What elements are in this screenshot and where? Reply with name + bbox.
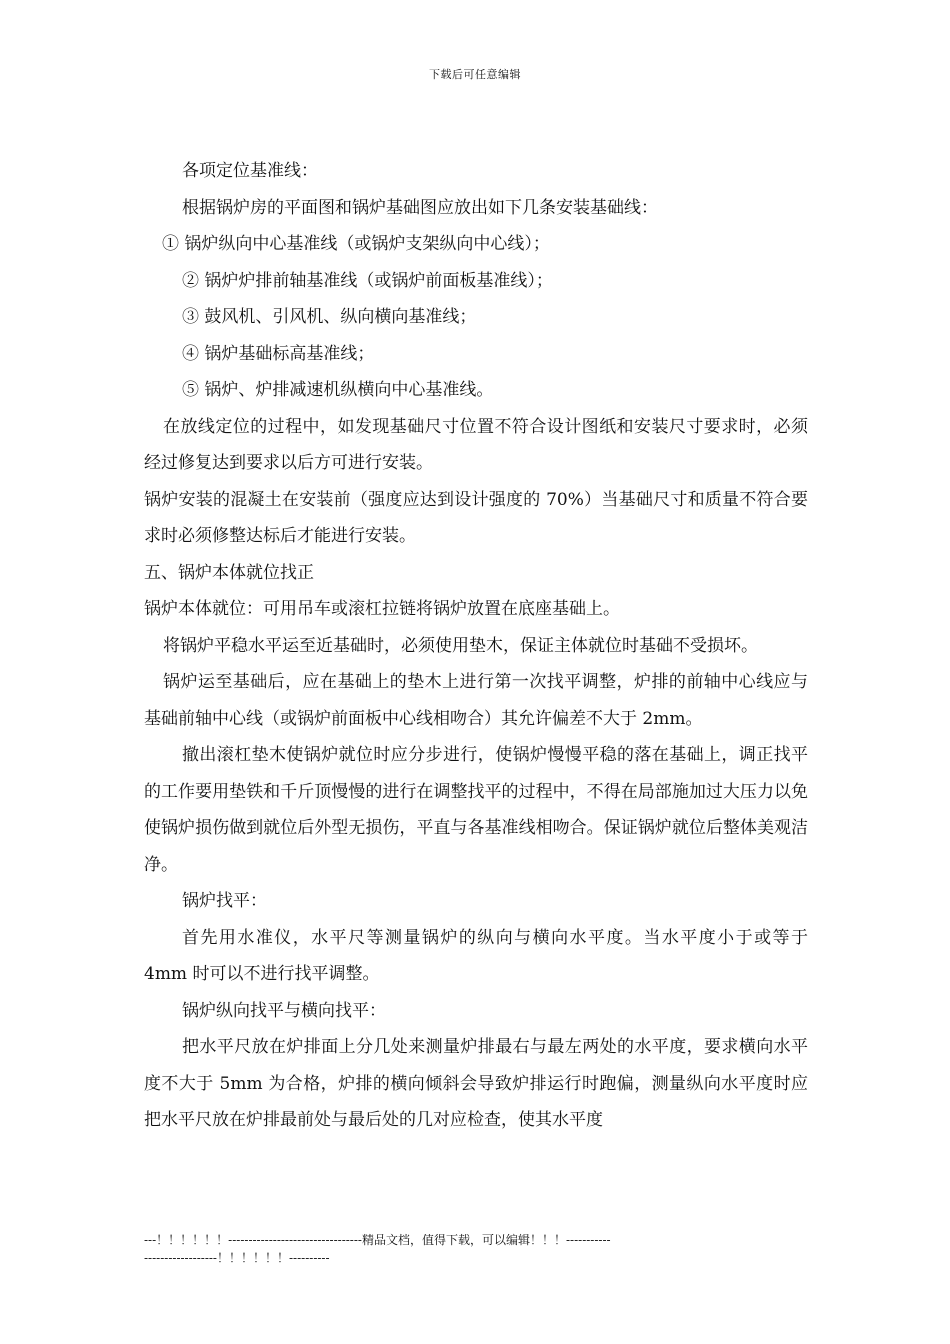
paragraph: 各项定位基准线： <box>182 161 318 181</box>
list-item: ⑤ 锅炉、炉排减速机纵横向中心基准线。 <box>182 380 494 400</box>
list-item: ① 锅炉纵向中心基准线（或锅炉支架纵向中心线）； <box>162 234 550 254</box>
paragraph: 把水平尺放在炉排面上分几处来测量炉排最右与最左两处的水平度，要求横向水平度不大于 5mm 为合格，炉排的横向倾斜会导致炉排运行时跑偏，测量纵向水平度时应把水平尺放在炉排最前处与最后处的几对应检查，使其水平度 <box>144 1037 808 1130</box>
list-item: ② 锅炉炉排前轴基准线（或锅炉前面板基准线）； <box>182 270 553 291</box>
paragraph: 在放线定位的过程中，如发现基础尺寸位置不符合设计图纸和安装尺寸要求时，必须经过修复达到要求以后方可进行安装。 <box>144 416 808 473</box>
page-footer: ---！！！！！！---------------------------------精品文档，值得下载，可以编辑！！！-----------------------------！！！！！！---------- <box>144 1233 611 1265</box>
page-header: 下载后可任意编辑 <box>429 68 521 81</box>
list-item: ③ 鼓风机、引风机、纵向横向基准线； <box>182 307 477 327</box>
section-heading: 五、锅炉本体就位找正 <box>144 562 314 583</box>
paragraph: 首先用水准仪，水平尺等测量锅炉的纵向与横向水平度。当水平度小于或等于 4mm 时可以不进行找平调整。 <box>144 927 808 984</box>
document-body <box>144 153 808 1139</box>
list-item: ④ 锅炉基础标高基准线； <box>182 343 375 364</box>
paragraph: 锅炉本体就位：可用吊车或滚杠拉链将锅炉放置在底座基础上。 <box>144 599 620 619</box>
subheading: 锅炉纵向找平与横向找平： <box>182 1000 386 1021</box>
paragraph: 根据锅炉房的平面图和锅炉基础图应放出如下几条安装基础线： <box>182 197 658 218</box>
paragraph: 撤出滚杠垫木使锅炉就位时应分步进行，使锅炉慢慢平稳的落在基础上，调正找平的工作要用垫铁和千斤顶慢慢的进行在调整找平的过程中，不得在局部施加过大压力以免使锅炉损伤做到就位后外型无损伤，平直与各基准线相吻合。保证锅炉就位后整体美观洁净。 <box>144 745 808 875</box>
subheading: 锅炉找平： <box>182 891 267 911</box>
paragraph: 锅炉安装的混凝土在安装前（强度应达到设计强度的 70%）当基础尺寸和质量不符合要求时必须修整达标后才能进行安装。 <box>144 489 808 546</box>
paragraph: 将锅炉平稳水平运至近基础时，必须使用垫木，保证主体就位时基础不受损坏。 <box>163 635 758 656</box>
paragraph: 锅炉运至基础后，应在基础上的垫木上进行第一次找平调整，炉排的前轴中心线应与基础前轴中心线（或锅炉前面板中心线相吻合）其允许偏差不大于 2mm。 <box>144 672 808 729</box>
